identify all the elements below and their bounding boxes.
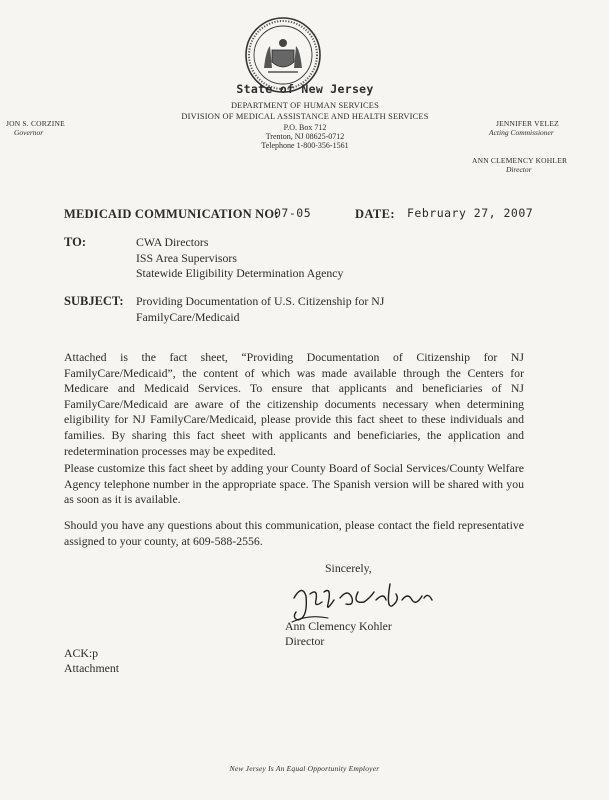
address-line: Trenton, NJ 08625-0712 bbox=[265, 132, 345, 141]
recipient-item: ISS Area Supervisors bbox=[136, 250, 237, 265]
footer-text: New Jersey Is An Equal Opportunity Employer bbox=[229, 764, 380, 773]
signer-name: Ann Clemency Kohler bbox=[285, 619, 392, 633]
recipient-item: Statewide Eligibility Determination Agency bbox=[136, 266, 344, 280]
recipient-item: CWA Directors bbox=[136, 235, 209, 249]
body-paragraph: Should you have any questions about this communication, please contact the field representative assigned to your county, at 609-588-2556. bbox=[64, 518, 524, 548]
signature-block bbox=[285, 619, 392, 648]
letterhead-department: DEPARTMENT OF HUMAN SERVICES bbox=[231, 101, 379, 110]
letterhead-state: State of New Jersey bbox=[236, 82, 374, 96]
governor-title: Governor bbox=[14, 128, 44, 137]
typist-initials: ACK:p bbox=[64, 646, 99, 660]
communication-label: MEDICAID COMMUNICATION NO: bbox=[64, 207, 279, 221]
enclosure-note: Attachment bbox=[64, 660, 120, 675]
date-label: DATE: bbox=[355, 207, 395, 221]
commissioner-title: Acting Commissioner bbox=[489, 128, 554, 137]
to-label: TO: bbox=[64, 235, 86, 249]
governor-name: JON S. CORZINE bbox=[6, 119, 65, 128]
address-line: P.O. Box 712 bbox=[283, 123, 327, 132]
letterhead-address bbox=[180, 123, 430, 150]
subject-text: Providing Documentation of U.S. Citizenship for NJ FamilyCare/Medicaid bbox=[136, 294, 385, 324]
body-paragraph: Attached is the fact sheet, “Providing Documentation of Citizenship for NJ FamilyCare/Medicaid”, the content of which was made available through the Centers for Medicare and Medicaid Services. To ensure that applicants and beneficiaries of NJ FamilyCare/Medicaid are aware of the citizenship documents necessary when determining eligibility for NJ FamilyCare/Medicaid, please provide this fact sheet to these individuals and families. By sharing this fact sheet with applicants and beneficiaries, the application and redetermination processes may be expedited. bbox=[64, 350, 524, 458]
director-name: ANN CLEMENCY KOHLER bbox=[472, 156, 568, 165]
communication-number: 07-05 bbox=[274, 206, 312, 220]
commissioner-name: JENNIFER VELEZ bbox=[496, 119, 559, 128]
closing-salutation: Sincerely, bbox=[325, 561, 372, 575]
address-line: Telephone 1-800-356-1561 bbox=[261, 141, 349, 150]
letterhead-division: DIVISION OF MEDICAL ASSISTANCE AND HEALTH SERVICES bbox=[181, 112, 429, 121]
recipient-list bbox=[136, 235, 343, 282]
director-title: Director bbox=[506, 165, 532, 174]
body-paragraph: Please customize this fact sheet by adding your County Board of Social Services/County Welfare Agency telephone number in the appropriate space. The Spanish version will be shared with you as soon as it is available. bbox=[64, 461, 524, 507]
subject-label: SUBJECT: bbox=[64, 294, 124, 308]
reference-block bbox=[64, 646, 119, 675]
signer-title: Director bbox=[285, 633, 325, 648]
letterhead-department-block bbox=[140, 100, 470, 122]
memo-date: February 27, 2007 bbox=[407, 206, 534, 220]
